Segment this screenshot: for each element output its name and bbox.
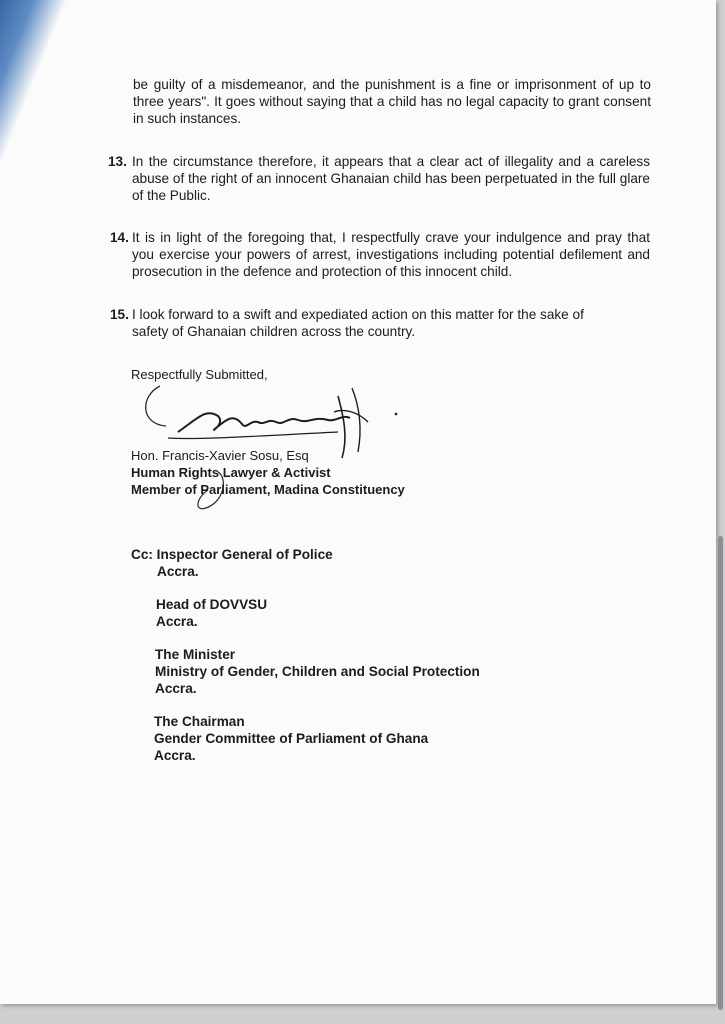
paragraph-13-number: 13. (108, 154, 127, 169)
signatory-title-2: Member of Parliament, Madina Constituency (131, 482, 405, 497)
cc-recipient-4-city: Accra. (154, 748, 196, 763)
scrollbar-thumb[interactable] (718, 536, 723, 1010)
cc-recipient-3-city: Accra. (155, 681, 197, 696)
cc-recipient-1-city: Accra. (157, 564, 199, 579)
corner-decoration (0, 0, 71, 205)
cc-recipient-4-org: Gender Committee of Parliament of Ghana (154, 731, 429, 746)
paragraph-14: It is in light of the foregoing that, I respectfully crave your indulgence and pray that you exercise your powers of arrest, investigations including potential defilement and prosecution in the defence and protection of this innocent child. (132, 230, 650, 279)
closing-line: Respectfully Submitted, (131, 367, 268, 382)
cc-recipient-3: The Minister (155, 647, 236, 662)
cc-recipient-1: Cc: Inspector General of Police (131, 547, 333, 562)
paragraph-15: I look forward to a swift and expediated action on this matter for the sake of safety of Ghanaian children across the country. (132, 307, 584, 339)
signatory-title-1: Human Rights Lawyer & Activist (131, 465, 331, 480)
cc-recipient-2: Head of DOVVSU (156, 597, 268, 612)
cc-recipient-3-org: Ministry of Gender, Children and Social Protection (155, 664, 480, 679)
signatory-name: Hon. Francis-Xavier Sosu, Esq (131, 448, 309, 463)
cc-recipient-4: The Chairman (154, 714, 245, 729)
paragraph-13: In the circumstance therefore, it appears that a clear act of illegality and a careless abuse of the right of an innocent Ghanaian child has been perpetuated in the full glare of the Public. (132, 154, 650, 203)
paragraph-14-number: 14. (110, 230, 129, 245)
paragraph-15-number: 15. (110, 307, 129, 322)
paragraph-12-continued: be guilty of a misdemeanor, and the punishment is a fine or imprisonment of up to three years". It goes without saying that a child has no legal capacity to grant consent in such instances. (133, 77, 651, 126)
cc-recipient-2-city: Accra. (156, 614, 198, 629)
